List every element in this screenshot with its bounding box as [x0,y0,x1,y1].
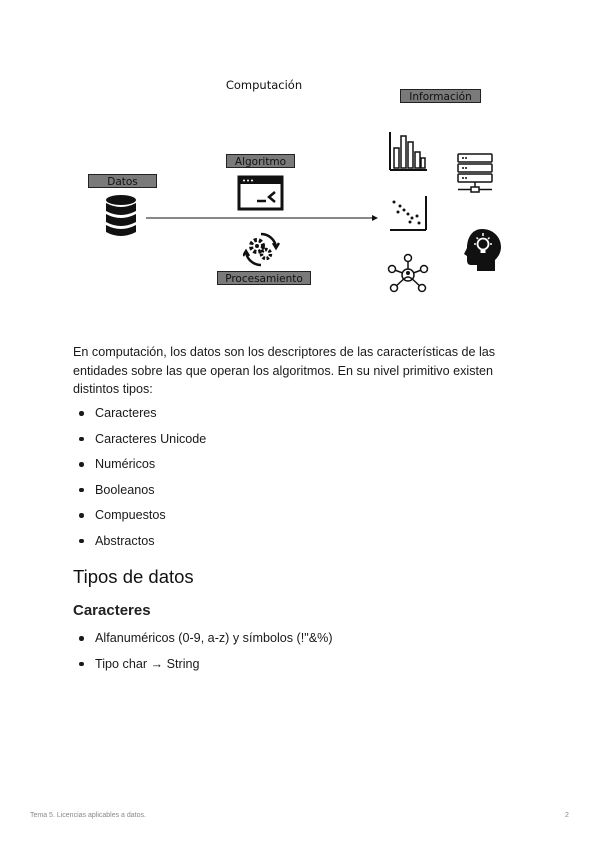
list-item: Alfanuméricos (0-9, a-z) y símbolos (!"&%) [78,630,518,656]
list-item: Numéricos [78,456,518,482]
intro-paragraph: En computación, los datos son los descriptores de las características de las entidades sobre las que operan los algoritmos. En su nivel primitivo existen distintos tipos: [73,345,496,396]
datos-tag: Datos [88,174,157,188]
list-item: Caracteres Unicode [78,431,518,457]
list-item: Caracteres [78,405,518,431]
algoritmo-tag: Algoritmo [226,154,295,168]
scatter-plot-icon [388,194,428,232]
page-number: 2 [565,812,569,819]
char-list [78,630,518,681]
list-item: Booleanos [78,482,518,508]
list-item: Compuestos [78,507,518,533]
processing-gears-icon [243,231,280,268]
footer-text: Tema 5. Licencias aplicables a datos. [30,812,146,819]
section-heading: Tipos de datos [73,566,194,587]
procesamiento-tag: Procesamiento [217,271,311,285]
network-icon [385,252,431,298]
database-icon [104,194,138,239]
idea-head-icon [463,228,503,272]
diagram-title: Computación [225,78,303,92]
list-item: Tipo char → String [78,656,518,682]
code-window-icon [237,175,284,211]
informacion-tag: Información [400,89,481,103]
list-item: Abstractos [78,533,518,559]
flow-arrow [146,213,378,223]
subsection-heading: Caracteres [73,602,151,619]
bar-chart-icon [388,130,428,172]
server-icon [456,152,494,194]
data-types-list [78,405,518,558]
